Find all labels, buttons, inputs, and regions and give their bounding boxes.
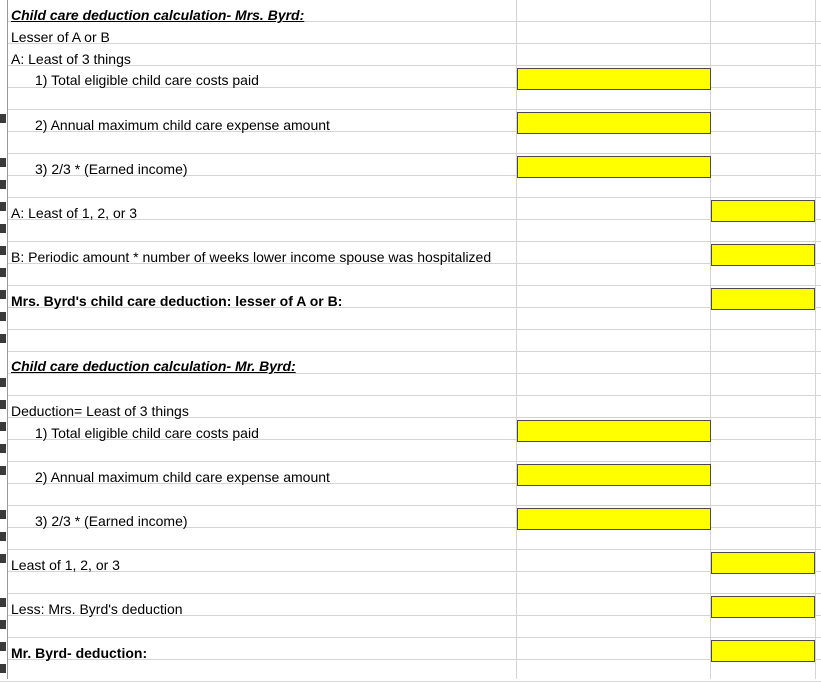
grid-row (0, 550, 821, 572)
input-cell-mr-item1[interactable] (517, 420, 711, 442)
input-cell-mr-item2[interactable] (517, 464, 711, 486)
result-cell-mrs-deduction[interactable] (711, 288, 815, 310)
row-number-fragment (0, 466, 6, 475)
column-divider (710, 0, 711, 679)
grid-row (0, 484, 821, 506)
row-number-fragment (0, 246, 6, 255)
row-number-fragment (0, 224, 6, 233)
cell-mr-item3-label[interactable]: 3) 2/3 * (Earned income) (35, 513, 188, 529)
row-number-fragment (0, 598, 6, 607)
result-cell-mr-less[interactable] (711, 596, 815, 618)
grid-row (0, 220, 821, 242)
cell-a-label[interactable]: A: Least of 3 things (11, 51, 131, 67)
grid-row (0, 528, 821, 550)
row-number-fragment (0, 642, 6, 651)
row-number-fragment (0, 334, 6, 343)
row-number-fragment (0, 268, 6, 277)
cell-item3-label[interactable]: 3) 2/3 * (Earned income) (35, 161, 188, 177)
grid-row (0, 22, 821, 44)
result-cell-mr-least[interactable] (711, 552, 815, 574)
column-divider (815, 0, 816, 679)
column-divider (516, 0, 517, 679)
row-number-fragment (0, 510, 6, 519)
section-title-mr-byrd[interactable]: Child care deduction calculation- Mr. Byrd: (11, 358, 296, 374)
cell-a-least-label[interactable]: A: Least of 1, 2, or 3 (11, 205, 138, 221)
grid-row (0, 572, 821, 594)
row-number-fragment (0, 378, 6, 387)
input-cell-mr-item3[interactable] (517, 508, 711, 530)
grid-row (0, 264, 821, 286)
cell-mr-result-label[interactable]: Mr. Byrd- deduction: (11, 645, 148, 661)
row-number-fragment (0, 444, 6, 453)
cell-lesser-label[interactable]: Lesser of A or B (11, 29, 110, 45)
row-number-fragment (0, 620, 6, 629)
cell-mrs-result-label[interactable]: Mrs. Byrd's child care deduction: lesser of A or B: (11, 293, 343, 309)
grid-row (0, 308, 821, 330)
grid-row (0, 374, 821, 396)
row-number-fragment (0, 180, 6, 189)
row-number-fragment (0, 312, 6, 321)
input-cell-mrs-item2[interactable] (517, 112, 711, 134)
row-number-fragment (0, 114, 6, 123)
grid-row (0, 440, 821, 462)
row-number-fragment (0, 202, 6, 211)
input-cell-mrs-item3[interactable] (517, 156, 711, 178)
section-title-mrs-byrd[interactable]: Child care deduction calculation- Mrs. Byrd: (11, 7, 305, 23)
row-number-fragment (0, 532, 6, 541)
cell-b-label[interactable]: B: Periodic amount * number of weeks lower income spouse was hospitalized (11, 249, 492, 265)
cell-mr-item1-label[interactable]: 1) Total eligible child care costs paid (35, 425, 259, 441)
cell-item2-label[interactable]: 2) Annual maximum child care expense amount (35, 117, 330, 133)
result-cell-mrs-b[interactable] (711, 244, 815, 266)
result-cell-mr-deduction[interactable] (711, 640, 815, 662)
row-number-fragment (0, 664, 6, 673)
row-number-fragment (0, 290, 6, 299)
input-cell-mrs-item1[interactable] (517, 68, 711, 90)
cell-item1-label[interactable]: 1) Total eligible child care costs paid (35, 72, 259, 88)
result-cell-mrs-a[interactable] (711, 200, 815, 222)
row-number-fragment (0, 422, 6, 431)
cell-mr-item2-label[interactable]: 2) Annual maximum child care expense amount (35, 469, 330, 485)
row-number-fragment (0, 158, 6, 167)
cell-mr-least-label[interactable]: Least of 1, 2, or 3 (11, 557, 120, 573)
row-number-fragment (0, 554, 6, 563)
cell-deduction-label[interactable]: Deduction= Least of 3 things (11, 403, 189, 419)
grid-row (0, 88, 821, 110)
grid-row (0, 616, 821, 638)
grid-row (0, 330, 821, 352)
row-number-fragment (0, 400, 6, 409)
grid-row (0, 132, 821, 154)
cell-mr-less-label[interactable]: Less: Mrs. Byrd's deduction (11, 601, 183, 617)
grid-row (0, 176, 821, 198)
